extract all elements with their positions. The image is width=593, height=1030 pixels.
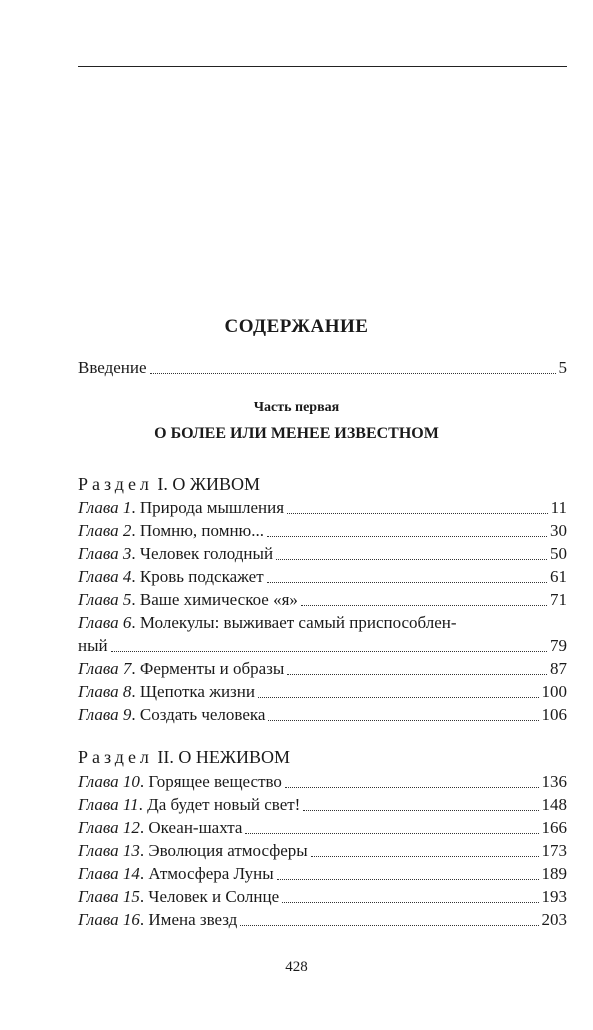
dot-leader — [267, 535, 547, 537]
chapter-number: Глава 3 — [78, 544, 132, 563]
chapter-title: Атмосфера Луны — [148, 864, 274, 883]
part-title: О БОЛЕЕ ИЛИ МЕНЕЕ ИЗВЕСТНОМ — [154, 425, 439, 442]
toc-entry-chapter-13: Глава 13. Эволюция атмосферы 173 — [78, 841, 567, 860]
dot-leader — [301, 604, 547, 606]
chapter-number: Глава 7 — [78, 659, 132, 678]
toc-entry-chapter-12: Глава 12. Океан-шахта 166 — [78, 818, 567, 837]
chapter-title: Эволюция атмосферы — [148, 841, 308, 860]
chapter-page: 136 — [541, 772, 567, 791]
toc-entry-chapter-3: Глава 3. Человек голодный 50 — [78, 544, 567, 563]
chapter-page: 100 — [541, 682, 567, 701]
dot-leader — [285, 786, 539, 788]
toc-entry-chapter-5: Глава 5. Ваше химическое «я» 71 — [78, 590, 567, 609]
toc-entry-label: Введение — [78, 358, 147, 377]
chapter-page: 30 — [550, 521, 567, 540]
chapter-title: Создать человека — [139, 705, 266, 724]
section-name: II. О НЕЖИВОМ — [157, 747, 291, 767]
chapter-page: 106 — [541, 705, 567, 724]
dot-leader — [276, 558, 547, 560]
toc-entry-chapter-15: Глава 15. Человек и Солнце 193 — [78, 887, 567, 906]
chapter-number: Глава 1 — [78, 498, 132, 517]
chapter-title: Помню, помню... — [139, 521, 264, 540]
chapter-number: Глава 4 — [78, 567, 132, 586]
chapter-number: Глава 14 — [78, 864, 140, 883]
chapter-page: 50 — [550, 544, 567, 563]
toc-entry-chapter-4: Глава 4. Кровь подскажет 61 — [78, 567, 567, 586]
chapter-number: Глава 9 — [78, 705, 132, 724]
chapter-title: Океан-шахта — [148, 818, 243, 837]
dot-leader — [282, 901, 538, 903]
toc-entry-chapter-6-line-1: Глава 6. Молекулы: выживает самый приспособлен- — [78, 613, 457, 632]
chapter-title: Ваше химическое «я» — [139, 590, 298, 609]
toc-entry-chapter-8: Глава 8. Щепотка жизни 100 — [78, 682, 567, 701]
toc-entry-chapter-10: Глава 10. Горящее вещество 136 — [78, 772, 567, 791]
dot-leader — [277, 878, 539, 880]
dot-leader — [268, 719, 538, 721]
page-number: 428 — [285, 959, 308, 975]
chapter-page: 189 — [541, 864, 567, 883]
toc-entry-chapter-16: Глава 16. Имена звезд 203 — [78, 910, 567, 929]
chapter-page: 148 — [541, 795, 567, 814]
toc-entry-chapter-7: Глава 7. Ферменты и образы 87 — [78, 659, 567, 678]
chapter-number: Глава 11 — [78, 795, 139, 814]
chapter-page: 166 — [541, 818, 567, 837]
chapter-number: Глава 2 — [78, 521, 132, 540]
chapter-title: Кровь подскажет — [139, 567, 264, 586]
section-heading-1 — [78, 474, 260, 495]
dot-leader — [240, 924, 538, 926]
chapter-title: Имена звезд — [148, 910, 238, 929]
chapter-title: Горящее вещество — [148, 772, 282, 791]
chapter-number: Глава 16 — [78, 910, 140, 929]
dot-leader — [111, 650, 547, 652]
chapter-number: Глава 12 — [78, 818, 140, 837]
chapter-title: Ферменты и образы — [139, 659, 285, 678]
chapter-page: 193 — [541, 887, 567, 906]
dot-leader — [245, 832, 538, 834]
dot-leader — [150, 372, 556, 374]
toc-entry-chapter-14: Глава 14. Атмосфера Луны 189 — [78, 864, 567, 883]
dot-leader — [303, 809, 538, 811]
toc-entry-chapter-9: Глава 9. Создать человека 106 — [78, 705, 567, 724]
dot-leader — [258, 696, 539, 698]
chapter-number: Глава 6 — [78, 613, 132, 632]
toc-entry-intro — [78, 358, 567, 380]
chapter-page: 79 — [550, 636, 567, 655]
toc-entry-page: 5 — [558, 358, 567, 377]
top-rule — [78, 66, 567, 67]
chapter-title: Природа мышления — [139, 498, 285, 517]
toc-entry-chapter-11: Глава 11. Да будет новый свет! 148 — [78, 795, 567, 814]
chapter-title: Молекулы: выживает самый приспособлен- — [139, 613, 457, 632]
chapter-number: Глава 13 — [78, 841, 140, 860]
chapter-page: 11 — [550, 498, 567, 517]
chapter-page: 87 — [550, 659, 567, 678]
chapter-number: Глава 8 — [78, 682, 132, 701]
chapter-number: Глава 5 — [78, 590, 132, 609]
section-name: I. О ЖИВОМ — [157, 474, 261, 494]
toc-title: СОДЕРЖАНИЕ — [224, 316, 369, 337]
chapter-number: Глава 15 — [78, 887, 140, 906]
chapter-title: Человек голодный — [139, 544, 274, 563]
chapter-page: 173 — [541, 841, 567, 860]
part-label: Часть первая — [253, 400, 340, 415]
chapter-title: Да будет новый свет! — [147, 795, 301, 814]
chapter-page: 71 — [550, 590, 567, 609]
toc-entry-chapter-6-line-2 — [78, 636, 567, 658]
chapter-page: 203 — [541, 910, 567, 929]
dot-leader — [287, 512, 548, 514]
dot-leader — [287, 673, 547, 675]
chapter-title: Щепотка жизни — [139, 682, 255, 701]
dot-leader — [311, 855, 539, 857]
chapter-page: 61 — [550, 567, 567, 586]
chapter-title: Человек и Солнце — [148, 887, 280, 906]
toc-entry-chapter-1: Глава 1. Природа мышления 11 — [78, 498, 567, 517]
chapter-number: Глава 10 — [78, 772, 140, 791]
section-heading-2 — [78, 747, 290, 768]
section-prefix: Раздел — [78, 747, 153, 767]
dot-leader — [267, 581, 547, 583]
toc-entry-chapter-2: Глава 2. Помню, помню... 30 — [78, 521, 567, 540]
chapter-title-continuation: ный — [78, 636, 108, 655]
section-prefix: Раздел — [78, 474, 153, 494]
